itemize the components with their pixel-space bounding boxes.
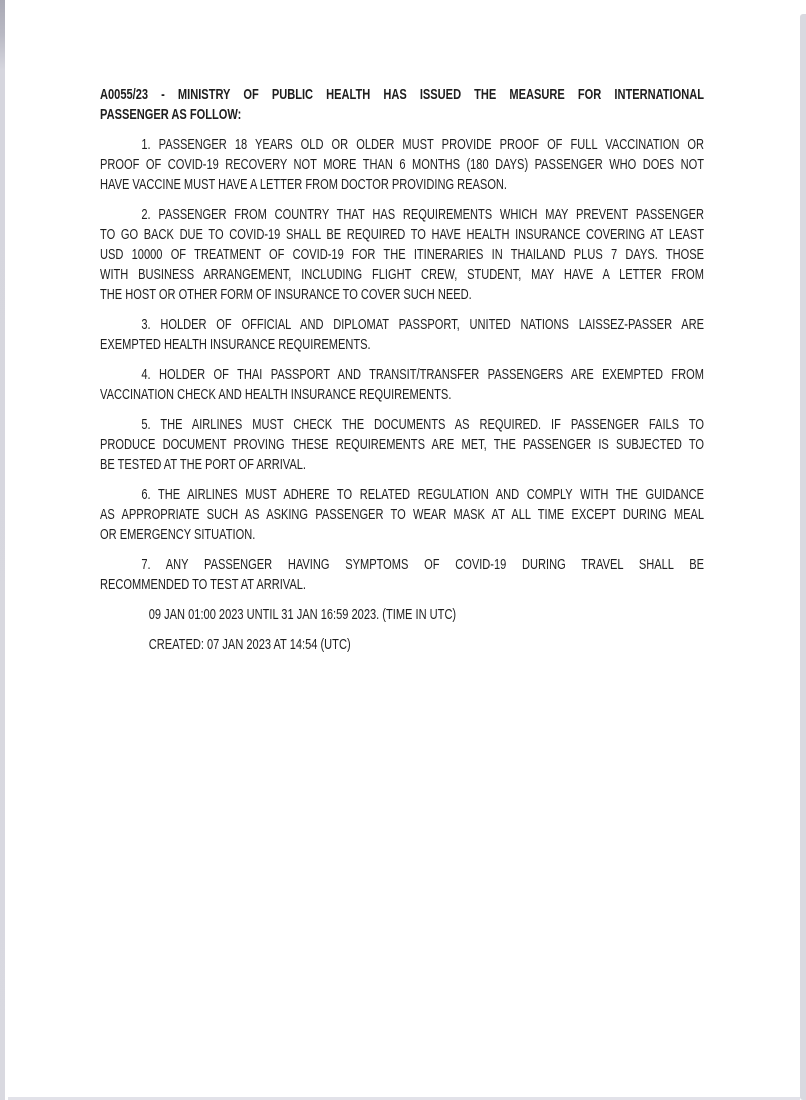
- text-line: VACCINATION CHECK AND HEALTH INSURANCE REQUIREMENTS.: [100, 386, 452, 403]
- page-left-edge: [0, 0, 5, 1100]
- page-right-edge: [800, 14, 806, 1100]
- notam-text: [100, 85, 704, 665]
- text-line: BE TESTED AT THE PORT OF ARRIVAL.: [100, 456, 307, 473]
- text-line: HAVE VACCINE MUST HAVE A LETTER FROM DOCTOR PROVIDING REASON.: [100, 176, 508, 193]
- text-line: THE HOST OR OTHER FORM OF INSURANCE TO COVER SUCH NEED.: [100, 286, 472, 303]
- created-timestamp: [100, 635, 704, 655]
- text-line: A0055/23 - MINISTRY OF PUBLIC HEALTH HAS ISSUED THE MEASURE FOR INTERNATIONAL: [100, 86, 705, 103]
- text-line: AS APPROPRIATE SUCH AS ASKING PASSENGER TO WEAR MASK AT ALL TIME EXCEPT DURING MEAL: [100, 506, 705, 523]
- validity-period: [100, 605, 704, 625]
- text-line: 2. PASSENGER FROM COUNTRY THAT HAS REQUIREMENTS WHICH MAY PREVENT PASSENGER: [141, 206, 705, 223]
- text-line: 4. HOLDER OF THAI PASSPORT AND TRANSIT/TRANSFER PASSENGERS ARE EXEMPTED FROM: [141, 366, 705, 383]
- text-line: 1. PASSENGER 18 YEARS OLD OR OLDER MUST PROVIDE PROOF OF FULL VACCINATION OR: [141, 136, 705, 153]
- text-line: PASSENGER AS FOLLOW:: [100, 106, 242, 123]
- text-line: 6. THE AIRLINES MUST ADHERE TO RELATED REGULATION AND COMPLY WITH THE GUIDANCE: [141, 486, 705, 503]
- text-line: EXEMPTED HEALTH INSURANCE REQUIREMENTS.: [100, 336, 371, 353]
- notam-paragraph-3: [100, 315, 704, 355]
- text-line: USD 10000 OF TREATMENT OF COVID-19 FOR THE ITINERARIES IN THAILAND PLUS 7 DAYS. THOSE: [100, 246, 705, 263]
- validity-line: 09 JAN 01:00 2023 UNTIL 31 JAN 16:59 2023. (TIME IN UTC): [148, 606, 457, 623]
- text-line: OR EMERGENCY SITUATION.: [100, 526, 256, 543]
- text-line: PROOF OF COVID-19 RECOVERY NOT MORE THAN 6 MONTHS (180 DAYS) PASSENGER WHO DOES NOT: [100, 156, 705, 173]
- created-line: CREATED: 07 JAN 2023 AT 14:54 (UTC): [148, 636, 351, 653]
- text-line: 3. HOLDER OF OFFICIAL AND DIPLOMAT PASSPORT, UNITED NATIONS LAISSEZ-PASSER ARE: [141, 316, 705, 333]
- text-line: WITH BUSINESS ARRANGEMENT, INCLUDING FLIGHT CREW, STUDENT, MAY HAVE A LETTER FROM: [100, 266, 705, 283]
- notam-paragraph-7: [100, 555, 704, 595]
- text-line: 7. ANY PASSENGER HAVING SYMPTOMS OF COVID-19 DURING TRAVEL SHALL BE: [141, 556, 705, 573]
- text-line: RECOMMENDED TO TEST AT ARRIVAL.: [100, 576, 306, 593]
- notam-paragraph-5: [100, 415, 704, 475]
- notam-header: [100, 85, 704, 125]
- notam-paragraph-4: [100, 365, 704, 405]
- text-line: PRODUCE DOCUMENT PROVING THESE REQUIREMENTS ARE MET, THE PASSENGER IS SUBJECTED TO: [100, 436, 705, 453]
- text-line: TO GO BACK DUE TO COVID-19 SHALL BE REQUIRED TO HAVE HEALTH INSURANCE COVERING AT LEAST: [100, 226, 705, 243]
- text-line: 5. THE AIRLINES MUST CHECK THE DOCUMENTS AS REQUIRED. IF PASSENGER FAILS TO: [141, 416, 705, 433]
- notam-paragraph-1: [100, 135, 704, 195]
- notam-paragraph-6: [100, 485, 704, 545]
- notam-paragraph-2: [100, 205, 704, 305]
